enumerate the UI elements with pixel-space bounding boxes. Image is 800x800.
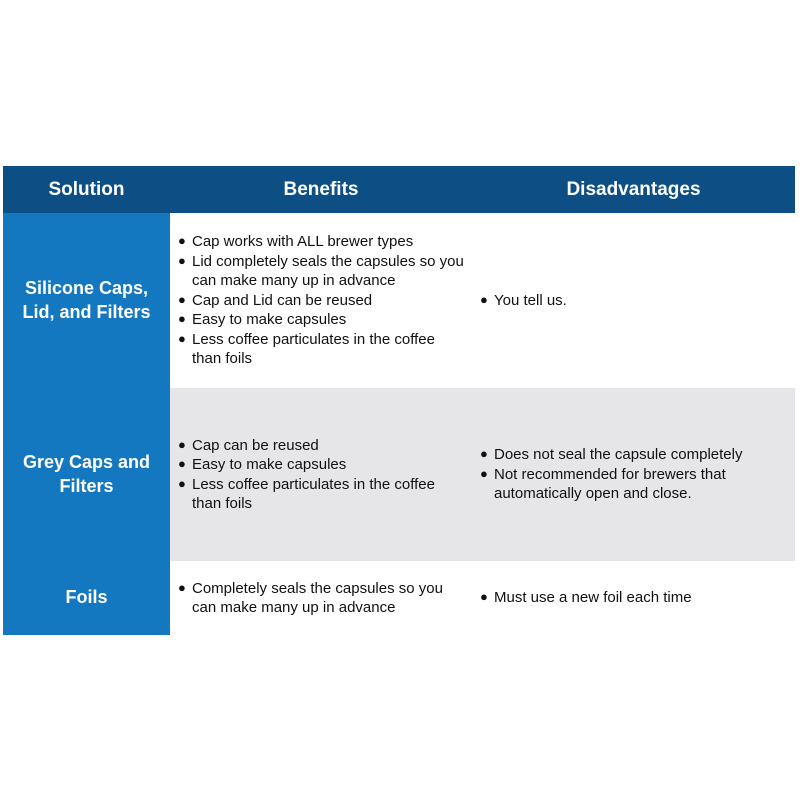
table-row	[3, 213, 795, 388]
disadvantages-list	[478, 445, 791, 504]
bullet-icon: ●	[178, 436, 186, 452]
disadvantages-cell	[472, 388, 795, 561]
list-item: ● Cap can be reused	[178, 436, 319, 454]
disadvantages-list	[478, 588, 692, 608]
list-item: ● Completely seals the capsules so you can make many up in advance	[178, 579, 443, 616]
benefits-cell	[170, 213, 472, 388]
header-benefits: Benefits	[283, 178, 359, 200]
bullet-icon: ●	[178, 579, 186, 595]
list-item: ● Does not seal the capsule completely	[480, 446, 743, 464]
bullet-icon: ●	[480, 589, 488, 605]
list-item: ● Cap works with ALL brewer types	[178, 233, 414, 251]
list-item: ● Lid completely seals the capsules so you can make many up in advance	[178, 252, 464, 290]
solution-cell: Grey Caps and Filters	[3, 388, 170, 561]
list-item: ● You tell us.	[480, 291, 567, 309]
header-disadvantages: Disadvantages	[566, 178, 701, 200]
benefits-list	[176, 579, 468, 618]
comparison-table	[3, 166, 795, 635]
bullet-icon: ●	[178, 475, 186, 491]
list-item: ● Less coffee particulates in the coffee than foils	[178, 330, 435, 368]
list-item: ● Cap and Lid can be reused	[178, 291, 373, 309]
bullet-icon: ●	[480, 465, 488, 481]
bullet-icon: ●	[480, 291, 488, 307]
bullet-icon: ●	[178, 252, 186, 268]
list-item: ● Less coffee particulates in the coffee than foils	[178, 475, 435, 512]
benefits-list	[176, 232, 468, 369]
table-row	[3, 388, 795, 561]
benefits-cell	[170, 561, 472, 635]
bullet-icon: ●	[178, 311, 186, 327]
table-header	[3, 166, 795, 213]
solution-cell: Silicone Caps, Lid, and Filters	[3, 213, 170, 388]
bullet-icon: ●	[480, 446, 488, 462]
list-item: ● Must use a new foil each time	[480, 589, 692, 607]
list-item: ● Easy to make capsules	[178, 456, 347, 473]
bullet-icon: ●	[178, 456, 186, 471]
list-item: ● Not recommended for brewers that automatically open and close.	[480, 465, 726, 503]
disadvantages-cell	[472, 213, 795, 388]
disadvantages-list	[478, 291, 567, 311]
solution-cell: Foils	[3, 561, 170, 635]
bullet-icon: ●	[178, 233, 186, 249]
benefits-list	[176, 436, 468, 514]
disadvantages-cell	[472, 561, 795, 635]
benefits-cell	[170, 388, 472, 561]
list-item: ● Easy to make capsules	[178, 311, 347, 329]
table-row	[3, 561, 795, 635]
bullet-icon: ●	[178, 291, 186, 307]
bullet-icon: ●	[178, 330, 186, 346]
header-solution: Solution	[48, 178, 125, 200]
